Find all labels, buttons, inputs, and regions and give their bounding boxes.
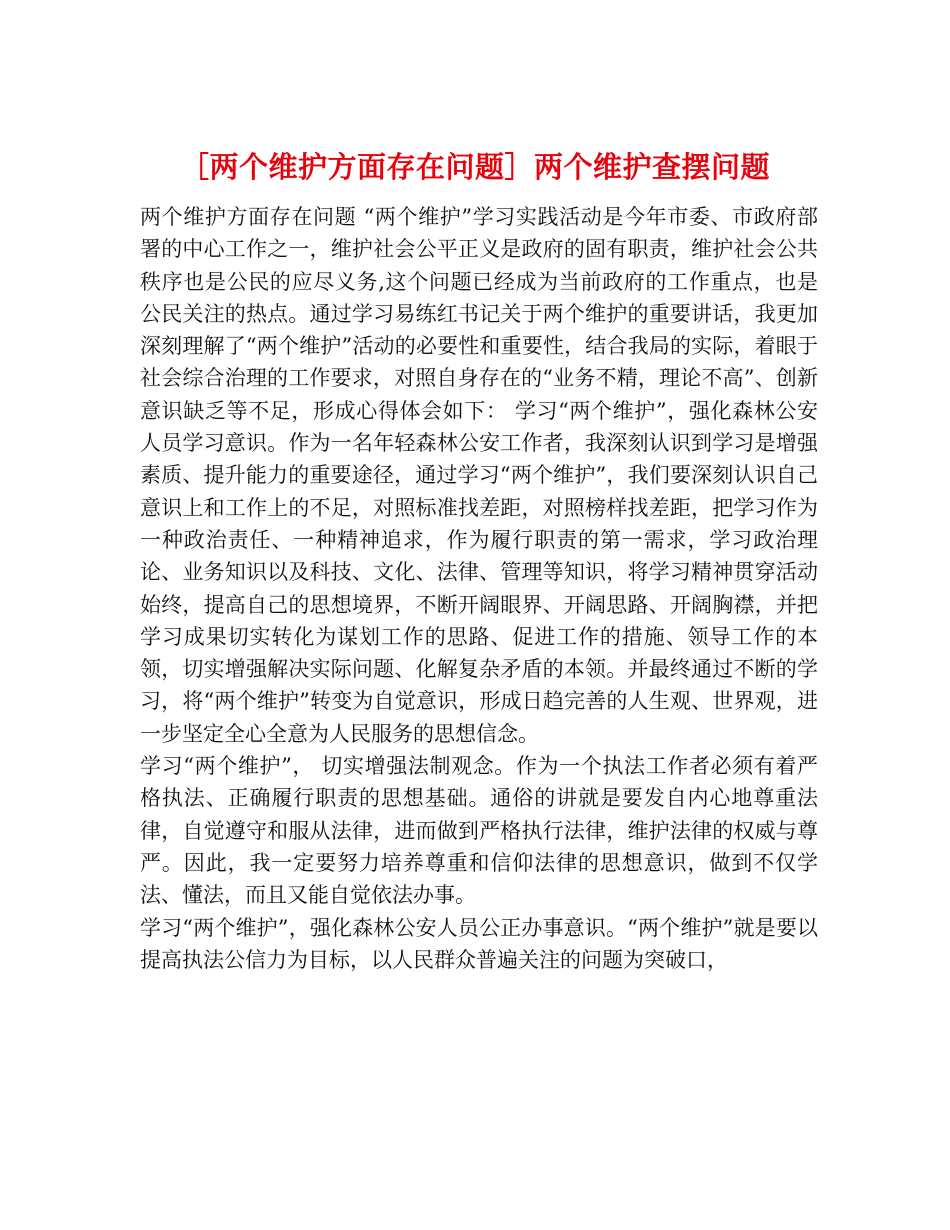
- document-title: ［两个维护方面存在问题］两个维护查摆问题: [179, 150, 770, 185]
- body-paragraph: 学习“两个维护”， 切实增强法制观念。作为一个执法工作者必须有着严格执法、正确履行职责的思想基础。通俗的讲就是要发自内心地尊重法律，自觉遵守和服从法律，进而做到严格执行法律，维护法律的权威与尊严。因此，我一定要努力培养尊重和信仰法律的思想意识，做到不仅学法、懂法，而且又能自觉依法办事。: [140, 754, 818, 908]
- document-body: [140, 201, 818, 976]
- body-paragraph: 学习“两个维护”，强化森林公安人员公正办事意识。“两个维护”就是要以提高执法公信力为目标，以人民群众普遍关注的问题为突破口，: [140, 915, 818, 972]
- body-paragraph: 两个维护方面存在问题 “两个维护”学习实践活动是今年市委、市政府部署的中心工作之一，维护社会公平正义是政府的固有职责，维护社会公共秩序也是公民的应尽义务,这个问题已经成为当前政府的工作重点，也是公民关注的热点。通过学习易练红书记关于两个维护的重要讲话，我更加深刻理解了“两个维护”活动的必要性和重要性，结合我局的实际，着眼于社会综合治理的工作要求，对照自身存在的“业务不精，理论不高”、创新意识缺乏等不足，形成心得体会如下： 学习“两个维护”，强化森林公安人员学习意识。作为一名年轻森林公安工作者，我深刻认识到学习是增强素质、提升能力的重要途径，通过学习“两个维护”，我们要深刻认识自己意识上和工作上的不足，对照标准找差距，对照榜样找差距，把学习作为一种政治责任、一种精神追求，作为履行职责的第一需求，学习政治理论、业务知识以及科技、文化、法律、管理等知识，将学习精神贯穿活动始终，提高自己的思想境界，不断开阔眼界、开阔思路、开阔胸襟，并把学习成果切实转化为谋划工作的思路、促进工作的措施、领导工作的本领，切实增强解决实际问题、化解复杂矛盾的本领。并最终通过不断的学习，将“两个维护”转变为自觉意识，形成日趋完善的人生观、世界观，进一步坚定全心全意为人民服务的思想信念。: [140, 205, 818, 746]
